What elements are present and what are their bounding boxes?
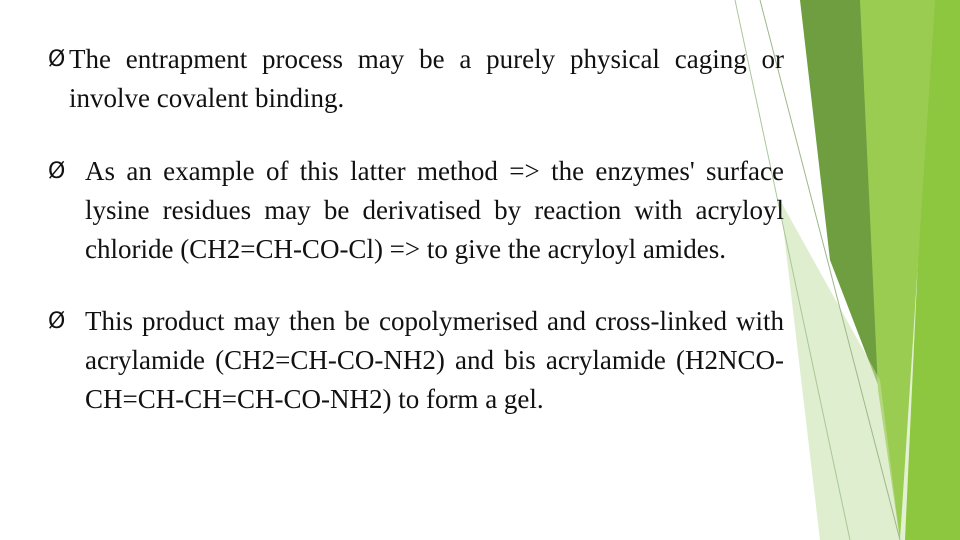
arrowhead-bullet-icon: Ø — [48, 47, 66, 72]
bullet-text: As an example of this latter method => the enzymes' surface lysine residues may be derivatised by reaction with acryloyl chloride (CH2=CH-CO-Cl) => to give the acryloyl amides. — [85, 156, 784, 264]
arrowhead-bullet-icon: Ø — [48, 309, 66, 334]
bullet-item — [48, 40, 784, 118]
bullet-item — [48, 152, 784, 269]
bullet-list — [48, 40, 784, 419]
bullet-item — [48, 302, 784, 419]
arrowhead-bullet-icon: Ø — [48, 159, 66, 184]
bullet-text: The entrapment process may be a purely physical caging or involve covalent binding. — [69, 44, 784, 113]
bullet-text: This product may then be copolymerised and cross-linked with acrylamide (CH2=CH-CO-NH2) and bis acrylamide (H2NCO-CH=CH-CH=CH-CO-NH2) to form a gel. — [85, 306, 784, 414]
